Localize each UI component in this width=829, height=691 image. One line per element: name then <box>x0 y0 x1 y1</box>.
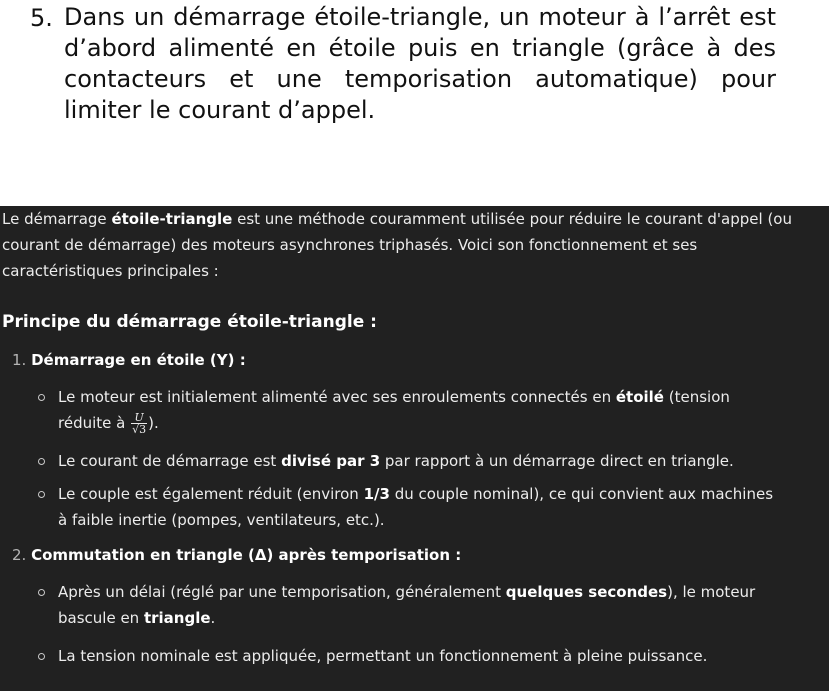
bullet-text: Après un délai (réglé par une temporisation, généralement <box>58 583 506 601</box>
bullet-text: ), le moteur bascule en <box>58 583 756 627</box>
step-1-bullet-2 <box>38 448 778 474</box>
step-2-bullet-1 <box>38 579 778 631</box>
bullet-text: . <box>210 609 216 627</box>
step-1-bullet-1 <box>38 384 778 436</box>
answer-intro <box>2 206 802 284</box>
question-block <box>0 0 829 206</box>
hollow-bullet-icon <box>38 653 45 660</box>
bullet-text: Le couple est également réduit (environ <box>58 485 364 503</box>
question-text: Dans un démarrage étoile-triangle, un moteur à l’arrêt est d’abord alimenté en étoile puis en triangle (grâce à des contacteurs et une temporisation automatique) pour limiter le courant d’appel. <box>64 3 776 124</box>
bullet-text: Le moteur est initialement alimenté avec ses enroulements connectés en <box>58 388 616 406</box>
step-2-label: Commutation en triangle (Δ) après temporisation : <box>31 546 462 564</box>
bullet-text: du couple nominal), ce qui convient aux machines à faible inertie (pompes, ventilateurs, etc.). <box>58 485 774 529</box>
bullet-text: La tension nominale est appliquée, permettant un fonctionnement à pleine puissance. <box>58 647 708 665</box>
answer-panel <box>0 206 829 691</box>
bullet-bold: étoilé <box>615 388 664 406</box>
intro-text-end: est une méthode couramment utilisée pour réduire le courant d'appel (ou courant de démarrage) des moteurs asynchrones triphasés. Voici son fonctionnement et ses caractéristiques principales : <box>2 210 792 280</box>
bullet-bold: divisé par 3 <box>281 452 381 470</box>
bullet-bold: triangle <box>143 609 211 627</box>
bullet-text: par rapport à un démarrage direct en triangle. <box>380 452 734 470</box>
intro-text-start: Le démarrage <box>2 210 112 228</box>
section-heading: Principe du démarrage étoile-triangle : <box>2 312 377 332</box>
bullet-text: (tension réduite à <box>58 388 730 432</box>
bullet-bold: quelques secondes <box>505 583 668 601</box>
step-2-bullet-2 <box>38 643 778 669</box>
intro-bold-term: étoile-triangle <box>111 210 233 228</box>
bullet-bold: 1/3 <box>363 485 390 503</box>
step-1-title <box>12 349 246 371</box>
hollow-bullet-icon <box>38 589 45 596</box>
hollow-bullet-icon <box>38 458 45 465</box>
step-1-bullet-3 <box>38 481 778 533</box>
step-2-title <box>12 544 461 566</box>
fraction-numerator: U <box>131 412 147 424</box>
step-1-label: Démarrage en étoile (Y) : <box>31 351 246 369</box>
bullet-text: ). <box>148 414 159 432</box>
bullet-text: Le courant de démarrage est <box>58 452 282 470</box>
fraction-u-over-root3 <box>131 412 147 435</box>
question-number: 5. <box>30 4 53 32</box>
step-2-number: 2. <box>12 546 27 564</box>
hollow-bullet-icon <box>38 394 45 401</box>
hollow-bullet-icon <box>38 491 45 498</box>
fraction-denominator: √3 <box>132 423 147 436</box>
step-1-number: 1. <box>12 351 27 369</box>
